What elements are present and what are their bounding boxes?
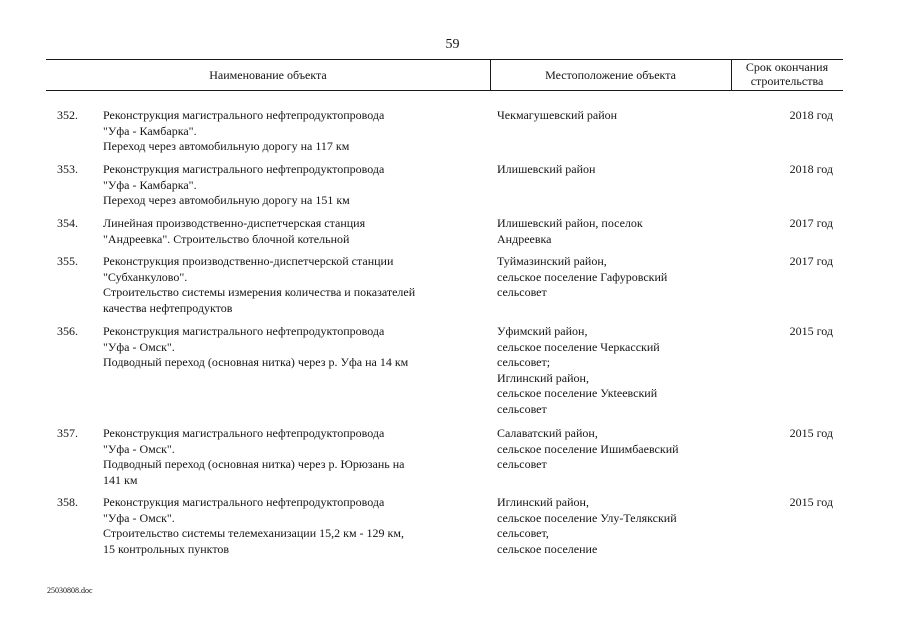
header-completion-term — [731, 60, 843, 88]
header-term-line: Срок окончания — [745, 60, 829, 74]
table-header-bottom-rule — [46, 90, 843, 91]
completion-term: 2015 год — [789, 426, 833, 440]
header-object-location: Местоположение объекта — [545, 68, 676, 82]
object-name — [103, 254, 483, 316]
row-number: 358. — [57, 495, 78, 509]
text-line: Линейная производственно-диспетчерская станция — [103, 216, 366, 230]
object-location — [497, 324, 727, 417]
text-line: Строительство системы телемеханизации 15,2 км - 129 км, — [103, 526, 404, 540]
completion-term: 2018 год — [789, 108, 833, 122]
text-line: Переход через автомобильную дорогу на 117 км — [103, 139, 350, 153]
text-line: сельское поселение Укteeвский — [497, 386, 658, 400]
text-line: 141 км — [103, 472, 138, 487]
object-location — [497, 254, 727, 301]
text-line: сельское поселение Ишимбаевский — [497, 441, 679, 456]
text-line: Андреевка — [497, 231, 552, 246]
text-line: Подводный переход (основная нитка) через р. Юрюзань на — [103, 457, 405, 471]
text-line: "Уфа - Камбарка". — [103, 177, 197, 192]
text-line: Реконструкция магистрального нефтепродуктопровода — [103, 162, 385, 176]
text-line: качества нефтепродуктов — [103, 300, 233, 315]
text-line: Переход через автомобильную дорогу на 151 км — [103, 193, 350, 207]
object-location — [497, 426, 727, 473]
text-line: Строительство системы измерения количества и показателей — [103, 285, 416, 299]
text-line: сельсовет — [497, 285, 547, 299]
text-line: "Уфа - Омск". — [103, 510, 175, 525]
text-line: Иглинский район, — [497, 370, 589, 385]
object-location — [497, 495, 727, 557]
text-line: Иглинский район, — [497, 495, 589, 509]
row-number: 356. — [57, 324, 78, 338]
row-number: 352. — [57, 108, 78, 122]
object-name — [103, 495, 483, 557]
text-line: сельсовет; — [497, 355, 551, 369]
text-line: сельское поселение — [497, 541, 598, 556]
text-line: "Уфа - Омск". — [103, 339, 175, 354]
text-line: "Уфа - Омск". — [103, 441, 175, 456]
object-name — [103, 108, 483, 155]
text-line: "Субханкулово". — [103, 269, 188, 284]
object-name — [103, 324, 483, 371]
completion-term: 2015 год — [789, 495, 833, 509]
text-line: Подводный переход (основная нитка) через р. Уфа на 14 км — [103, 355, 409, 369]
text-line: "Андреевка". Строительство блочной котельной — [103, 231, 350, 246]
completion-term: 2015 год — [789, 324, 833, 338]
object-name — [103, 216, 483, 247]
row-number: 357. — [57, 426, 78, 440]
text-line: Уфимский район, — [497, 324, 588, 338]
text-line: Реконструкция магистрального нефтепродуктопровода — [103, 426, 385, 440]
text-line: Туймазинский район, — [497, 254, 607, 268]
object-location — [497, 108, 727, 124]
header-object-name: Наименование объекта — [209, 68, 327, 82]
row-number: 355. — [57, 254, 78, 268]
text-line: "Уфа - Камбарка". — [103, 123, 197, 138]
row-number: 353. — [57, 162, 78, 176]
object-name — [103, 162, 483, 209]
document-filename: 25030808.doc — [47, 586, 93, 595]
object-location — [497, 162, 727, 178]
text-line: Илишевский район, поселок — [497, 216, 643, 230]
text-line: 15 контрольных пунктов — [103, 541, 230, 556]
text-line: Салаватский район, — [497, 426, 598, 440]
completion-term: 2017 год — [789, 216, 833, 230]
object-name — [103, 426, 483, 488]
text-line: Реконструкция магистрального нефтепродуктопровода — [103, 108, 385, 122]
page-number: 59 — [445, 37, 460, 52]
text-line: Реконструкция производственно-диспетчерской станции — [103, 254, 394, 268]
completion-term: 2018 год — [789, 162, 833, 176]
completion-term: 2017 год — [789, 254, 833, 268]
object-location — [497, 216, 727, 247]
text-line: сельское поселение Улу-Телякский — [497, 510, 677, 525]
text-line: Реконструкция магистрального нефтепродуктопровода — [103, 495, 385, 509]
text-line: Илишевский район — [497, 162, 596, 176]
text-line: сельсовет — [497, 401, 547, 416]
text-line: сельское поселение Черкасский — [497, 339, 660, 354]
row-number: 354. — [57, 216, 78, 230]
text-line: сельское поселение Гафуровский — [497, 269, 668, 284]
text-line: сельсовет — [497, 457, 547, 471]
text-line: сельсовет, — [497, 526, 549, 540]
text-line: Чекмагушевский район — [497, 108, 618, 122]
table-header-top-rule — [46, 59, 843, 60]
text-line: Реконструкция магистрального нефтепродуктопровода — [103, 324, 385, 338]
header-term-line: строительства — [750, 74, 824, 88]
